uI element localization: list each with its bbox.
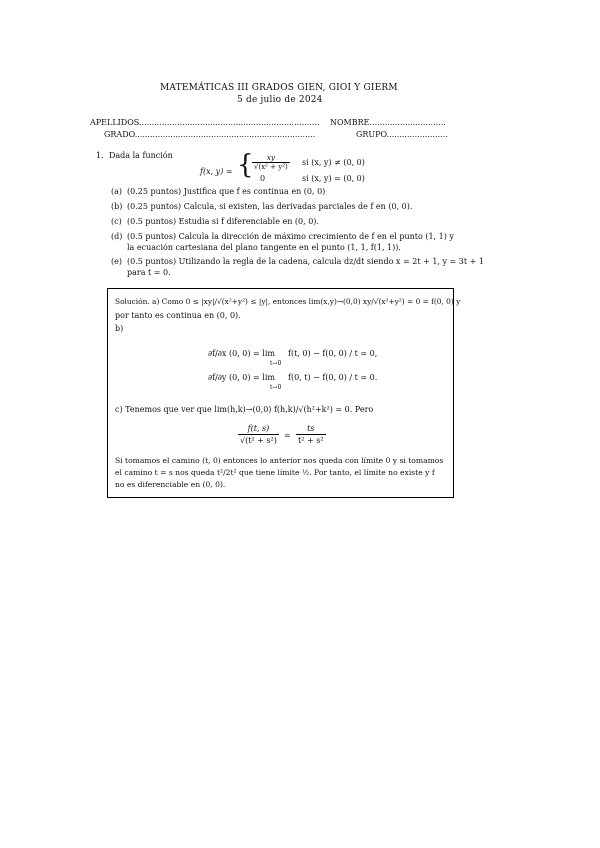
final-line-1: Si tomamos el camino (t, 0) entonces lo anterior nos queda con límite 0 y si tomamos [115, 456, 444, 465]
problem-number: 1. [96, 151, 104, 160]
grado-field: GRADO....................................................................... [104, 130, 316, 139]
case1-denominator: √(x² + y²) [254, 163, 288, 171]
final-line-3: no es diferenciable en (0, 0). [115, 480, 226, 489]
partial-x-limit-sub: t→0 [270, 360, 282, 367]
item-c-text: (0.5 puntos) Estudia si f diferenciable en (0, 0). [127, 217, 319, 226]
exam-date: 5 de julio de 2024 [237, 95, 323, 105]
item-c-label: (c) [111, 217, 122, 226]
case1-condition: si (x, y) ≠ (0, 0) [302, 158, 365, 167]
problem-intro: Dada la función [109, 151, 173, 160]
solution-b-label: b) [115, 324, 124, 333]
c-fraction-1 [238, 423, 279, 446]
case2-condition: si (x, y) = (0, 0) [302, 174, 365, 183]
c-fraction-2 [296, 423, 326, 446]
item-e-text-cont: para t = 0. [127, 268, 171, 277]
item-b-label: (b) [111, 202, 123, 211]
solution-line-1: Solución. a) Como 0 ≤ |xy|/√(x²+y²) ≤ |y|, entonces lim(x,y)→(0,0) xy/√(x²+y²) = 0 = f(0, 0) y [115, 297, 461, 306]
item-a-text: (0.25 puntos) Justifica que f es continua en (0, 0) [127, 187, 326, 196]
c-frac1-denominator: √(t² + s²) [240, 436, 277, 445]
partial-y-lhs: ∂f/∂y (0, 0) = lim [208, 373, 275, 382]
partial-y-limit-sub: t→0 [270, 384, 282, 391]
nombre-field: NOMBRE.............................. [330, 118, 446, 127]
case1-fraction [252, 154, 290, 171]
left-brace: { [237, 150, 254, 180]
c-frac2-denominator: t² + s² [298, 436, 324, 445]
item-e-label: (e) [111, 257, 122, 266]
c-frac1-numerator: f(t, s) [238, 423, 279, 435]
item-a-label: (a) [111, 187, 123, 196]
partial-y-rhs: f(0, t) − f(0, 0) / t = 0. [288, 373, 378, 382]
apellidos-field: APELLIDOS....................................................................... [90, 118, 320, 127]
item-d-text-cont: la ecuación cartesiana del plano tangente en el punto (1, 1, f(1, 1)). [127, 243, 401, 252]
exam-title: MATEMÁTICAS III GRADOS GIEN, GIOI Y GIERM [160, 83, 398, 93]
solution-c-line: c) Tenemos que ver que lim(h,k)→(0,0) f(h,k)/√(h²+k²) = 0. Pero [115, 405, 374, 414]
item-d-text: (0.5 puntos) Calcula la dirección de máximo crecimiento de f en el punto (1, 1) y [127, 232, 454, 241]
function-lhs: f(x, y) = [200, 167, 233, 176]
solution-line-2: por tanto es continua en (0, 0). [115, 311, 241, 320]
case2-value: 0 [260, 174, 266, 183]
case1-numerator: xy [252, 154, 290, 163]
final-line-2: el camino t = s nos queda t²/2t² que tiene límite ½. Por tanto, el límite no existe y f [115, 468, 435, 477]
item-e-text: (0.5 puntos) Utilizando la regla de la cadena, calcula dz/dt siendo x = 2t + 1, y = 3t + 1 [127, 257, 484, 266]
c-equals: = [284, 431, 291, 440]
partial-x-lhs: ∂f/∂x (0, 0) = lim [208, 349, 275, 358]
c-frac2-numerator: ts [296, 423, 326, 435]
item-d-label: (d) [111, 232, 123, 241]
grupo-field: GRUPO........................ [356, 130, 448, 139]
item-b-text: (0.25 puntos) Calcula, si existen, las derivadas parciales de f en (0, 0). [127, 202, 413, 211]
partial-x-rhs: f(t, 0) − f(0, 0) / t = 0, [288, 349, 378, 358]
